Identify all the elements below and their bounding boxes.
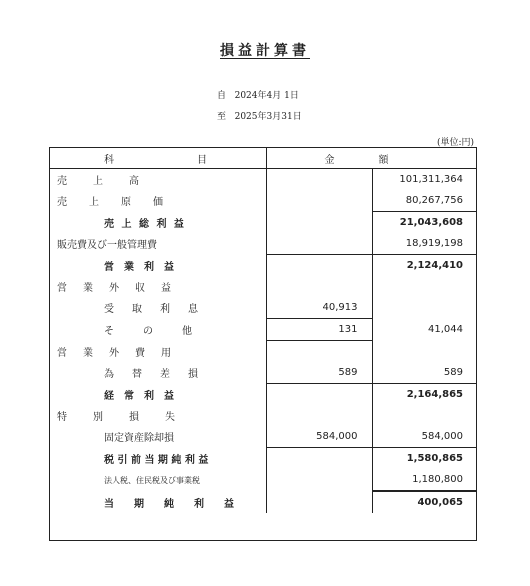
row-label: 税 引 前 当 期 純 利 益 bbox=[104, 454, 209, 466]
row-right: 41,044 bbox=[372, 319, 477, 341]
row-mid bbox=[266, 384, 372, 406]
period-to bbox=[217, 109, 302, 122]
row-mid: 40,913 bbox=[266, 297, 372, 319]
row-label: 営 業 外 費 用 bbox=[57, 347, 174, 359]
row-label: そ の 他 bbox=[104, 326, 195, 337]
row-right: 21,043,608 bbox=[372, 212, 477, 234]
table-row bbox=[49, 384, 477, 406]
row-label: 法人税、住民税及び事業税 bbox=[104, 475, 200, 485]
row-label: 販売費及び一般管理費 bbox=[57, 240, 157, 252]
header-item-cell bbox=[49, 147, 266, 169]
row-right: 2,164,865 bbox=[372, 384, 477, 406]
period-to-date: 2025年3月31日 bbox=[234, 112, 302, 122]
row-mid bbox=[266, 469, 372, 491]
row-label: 売 上 原 価 bbox=[57, 197, 169, 209]
row-mid bbox=[266, 405, 372, 426]
row-right: 18,919,198 bbox=[372, 233, 477, 255]
table-row bbox=[49, 405, 477, 426]
header-amount-cell bbox=[266, 147, 477, 169]
row-mid bbox=[266, 169, 372, 191]
table-row bbox=[49, 341, 477, 363]
row-mid bbox=[266, 233, 372, 255]
unit-note: (単位:円) bbox=[436, 138, 474, 148]
row-mid bbox=[266, 276, 372, 297]
row-right: 589 bbox=[372, 362, 477, 384]
row-mid bbox=[266, 190, 372, 212]
table-header bbox=[49, 147, 477, 169]
table-row bbox=[49, 190, 477, 212]
row-mid bbox=[266, 212, 372, 234]
row-label: 当 期 純 利 益 bbox=[104, 498, 234, 510]
period-from bbox=[217, 88, 299, 101]
header-amount-char-2: 額 bbox=[378, 155, 389, 166]
row-right bbox=[372, 405, 477, 426]
row-label: 経 常 利 益 bbox=[104, 390, 174, 402]
row-mid bbox=[266, 341, 372, 363]
header-item-char-2: 目 bbox=[197, 155, 207, 166]
table-row bbox=[49, 233, 477, 255]
table-row bbox=[49, 448, 477, 470]
table-row bbox=[49, 276, 477, 297]
row-label: 売 上 総 利 益 bbox=[104, 218, 186, 230]
row-right bbox=[372, 276, 477, 297]
row-mid: 584,000 bbox=[266, 426, 372, 448]
row-right: 80,267,756 bbox=[372, 190, 477, 212]
document-title bbox=[0, 40, 530, 60]
row-mid: 131 bbox=[266, 319, 372, 341]
row-label: 売 上 高 bbox=[57, 176, 141, 187]
row-label: 営 業 外 収 益 bbox=[57, 283, 174, 294]
row-mid: 589 bbox=[266, 362, 372, 384]
row-mid bbox=[266, 255, 372, 277]
row-mid bbox=[266, 491, 372, 513]
income-statement-table bbox=[49, 147, 477, 513]
table-row bbox=[49, 255, 477, 277]
header-item-char-1: 科 bbox=[104, 155, 114, 166]
header-amount-char-1: 金 bbox=[324, 155, 335, 166]
table-row bbox=[49, 469, 477, 491]
period-from-date: 2024年4月 1日 bbox=[234, 91, 299, 101]
row-right: 584,000 bbox=[372, 426, 477, 448]
period-from-label: 自 bbox=[217, 91, 227, 101]
row-right: 1,180,800 bbox=[372, 469, 477, 491]
row-label: 固定資産除却損 bbox=[104, 433, 174, 445]
row-label: 為 替 差 損 bbox=[104, 369, 202, 381]
table-row bbox=[49, 362, 477, 384]
row-right bbox=[372, 297, 477, 319]
row-label: 受 取 利 息 bbox=[104, 304, 202, 316]
title-text: 損益計算書 bbox=[220, 43, 310, 59]
row-label: 特 別 損 失 bbox=[57, 412, 177, 423]
row-right: 101,311,364 bbox=[372, 169, 477, 191]
table-row bbox=[49, 169, 477, 191]
table-row bbox=[49, 212, 477, 234]
table-row bbox=[49, 426, 477, 448]
row-label: 営 業 利 益 bbox=[104, 261, 174, 273]
table-row bbox=[49, 319, 477, 341]
row-right: 400,065 bbox=[372, 491, 477, 513]
period-to-label: 至 bbox=[217, 112, 227, 122]
row-mid bbox=[266, 448, 372, 470]
row-right: 1,580,865 bbox=[372, 448, 477, 470]
table-row bbox=[49, 491, 477, 513]
row-right bbox=[372, 341, 477, 363]
row-right: 2,124,410 bbox=[372, 255, 477, 277]
table-row bbox=[49, 297, 477, 319]
